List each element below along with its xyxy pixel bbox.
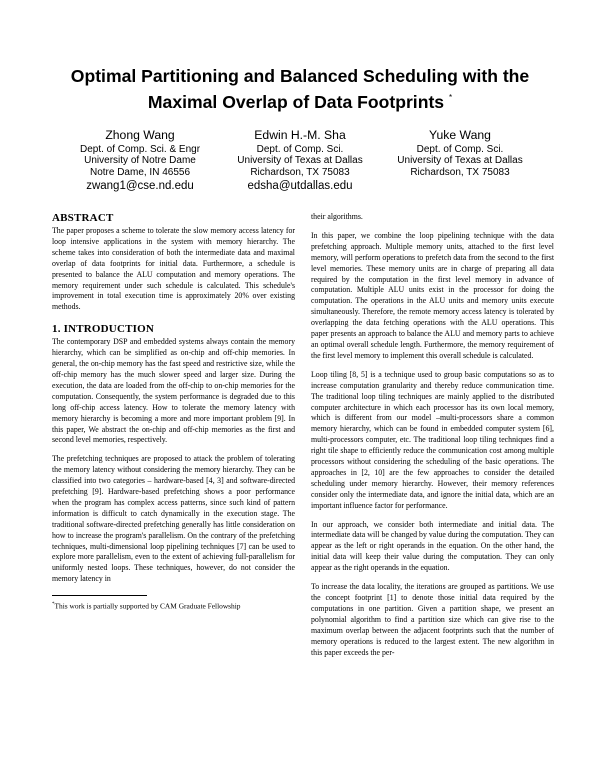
author-dept: Dept. of Comp. Sci.: [416, 144, 504, 155]
footnote-divider: [52, 595, 147, 596]
author-dept: Dept. of Comp. Sci. & Engr: [79, 144, 201, 155]
left-column: [52, 212, 295, 611]
author-city: Richardson, TX 75083: [250, 166, 350, 178]
author-name: Yuke Wang: [429, 128, 491, 142]
author-org: University of Texas at Dallas: [237, 155, 363, 167]
intro-paragraph-4: Loop tiling [8, 5] is a technique used to group basic computations so as to increase computation granularity and thereby reduce communication time. The traditional loop tiling techniques are mainly applied to the distributed computer architecture in which each processor has its own local memory, which is different from our model –multi-processors share a common memory hierarchy, which can be found in embedded computer system [6], multi-processors computer, etc. The traditional loop tiling techniques find a right tile shape to efficiently reduce the communication cost among multiple processors without considering the scheduling of the basic operations. The approaches in [2, 10] are the few approaches to consider the detailed scheduling under memory hierarchy. However, their memory references consider only the intermediate data, and ignore the initial data, which are an important influence factor for performance.: [311, 369, 554, 510]
introduction-heading: 1. INTRODUCTION: [52, 323, 155, 336]
paper-title: [40, 66, 560, 113]
intro-paragraph-5: In our approach, we consider both intermediate and initial data. The intermediate data will be changed by value during the computation. They can appear as the left or right operands in the equation. On the other hand, the initial data will keep their value during the computation. They can only appear as the right operands in the equation.: [311, 519, 554, 573]
author-city: Richardson, TX 75083: [410, 166, 510, 178]
author-city: Notre Dame, IN 46556: [89, 166, 191, 178]
intro-paragraph-3: In this paper, we combine the loop pipelining technique with the data prefetching approach. Multiple memory units, attached to the first level memory, will perform operations to prefetch data from the second to the first level memories. These memory units are in charge of preparing all data required by the computation in the first level memory in advance of computation. Multiple ALU units exist in the processor for doing the computation. The operations in the ALU units and memory units execute simultaneously. Therefore, the remote memory access latency is tolerated by overlapping the data fetching operations with the ALU operations. This paper presents an approach to balance the ALU and memory parts to achieve an optimal overall schedule length. Furthermore, the memory requirement of the first level memory to implement this overall schedule is calculated.: [311, 230, 554, 360]
abstract-text: The paper proposes a scheme to tolerate the slow memory access latency for loop intensive applications in the system with memory hierarchy. The scheme takes into consideration of both the intermediate data and maximal overlap of data footprints for initial data. Furthermore, a schedule is presented to balance the ALU computation and memory operations. The memory requirement under such schedule is calculated. This schedule's improvement in total execution time is approximately 20% over existing methods.: [52, 226, 295, 312]
intro-paragraph-6: To increase the data locality, the iterations are grouped as partitions. We use the concept footprint [1] to denote those initial data required by the computations in one partition. Given a partition shape, we present an polynomial algorithm to find a partition size which can give rise to the maximum overlap between the adjacent footprints such that the number of memory operations is reduced to the largest extent. The new algorithm in this paper exceeds the per-: [311, 582, 554, 657]
author-dept: Dept. of Comp. Sci.: [256, 144, 344, 155]
author-org: University of Notre Dame: [84, 155, 196, 167]
author-email[interactable]: zwang1@cse.nd.edu: [86, 180, 194, 193]
abstract-heading: ABSTRACT: [52, 212, 114, 224]
author-org: University of Texas at Dallas: [397, 155, 523, 167]
right-column: [311, 212, 554, 658]
title-line-1: Optimal Partitioning and Balanced Scheduling with the: [70, 66, 530, 86]
author-3: [360, 129, 560, 178]
title-footnote-mark: *: [448, 93, 453, 102]
author-email[interactable]: edsha@utdallas.edu: [247, 180, 353, 193]
intro-paragraph-2: The prefetching techniques are proposed to attack the problem of tolerating the memory latency without considering the memory hierarchy. They can be classified into two categories – hardware-based [4, 3] and software-directed prefetching [9]. Hardware-based prefetching shows a poor performance when the program has complex access patterns, since such kind of pattern information is difficult to catch dynamically in the execution stage. The traditional software-directed prefetching generally has little consideration on how to increase the program's parallelism. On the contrary of the prefetching techniques, multi-dimensional loop pipelining techniques [7] can be used to explore more parallelism, even to the extent of achieving full-parallelism for uniformly nested loops. These techniques, however, do not consider the memory latency in: [52, 454, 295, 584]
intro-paragraph-1: The contemporary DSP and embedded systems always contain the memory hierarchy, which can be simplified as on-chip and off-chip memories. In general, the on-chip memory has the fast speed and restrictive size, while the off-chip memory has the much slower speed and larger size. During the execution, the data are loaded from the off-chip to on-chip memories for the computation. Consequently, the system performance is degraded due to this long off-chip access latency. How to tolerate the memory latency with memory hierarchy is becoming a more and more important problem [9]. In this paper, We abstract the on-chip and off-chip memories as the first and second level memories, respectively.: [52, 337, 295, 445]
title-line-2: Maximal Overlap of Data Footprints: [147, 92, 445, 112]
intro-paragraph-2-continued: their algorithms.: [311, 212, 363, 221]
footnote-text: This work is partially supported by CAM Graduate Fellowship: [54, 601, 241, 611]
footnote: [52, 600, 295, 610]
footnote-mark: *: [52, 602, 55, 608]
author-name: Edwin H.-M. Sha: [254, 128, 346, 142]
author-name: Zhong Wang: [105, 128, 175, 142]
